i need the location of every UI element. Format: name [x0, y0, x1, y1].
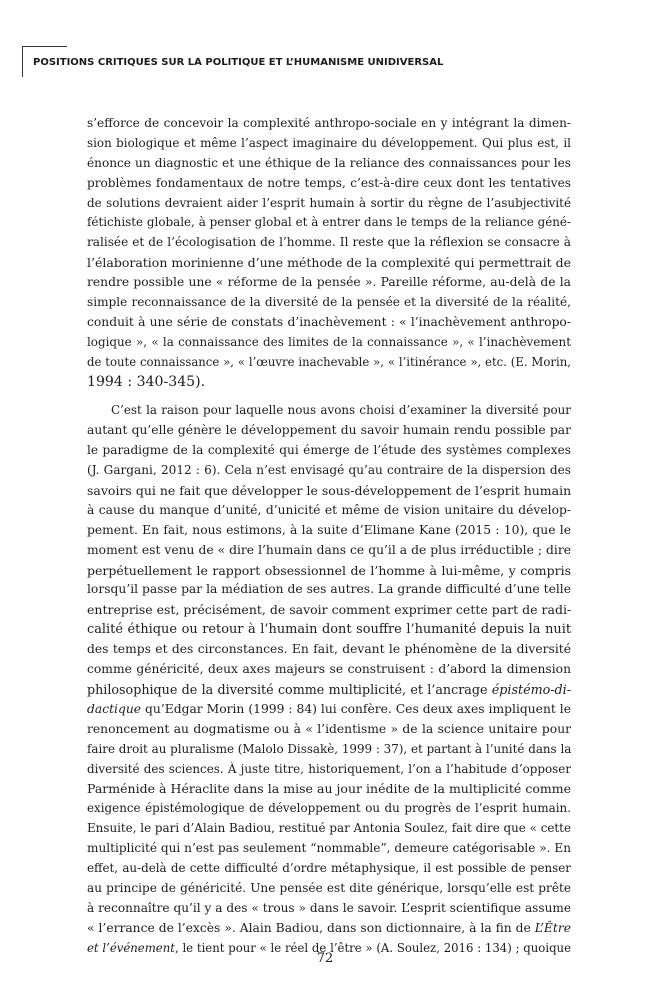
text-line: simple reconnaissance de la diversité de la pensée et la diversité de la réalité, — [87, 295, 571, 310]
text-line: « l’errance de l’excès ». Alain Badiou, dans son dictionnaire, à la fin de L’Être — [87, 920, 571, 935]
text-line: 1994 : 340-345). — [87, 373, 206, 390]
text-line: renoncement au dogmatisme ou à « l’identisme » de la science unitaire pour — [87, 721, 571, 736]
text-line: C’est la raison pour laquelle nous avons choisi d’examiner la diversité pour — [111, 403, 571, 418]
text-line: et l’événement, le tient pour « le réel de l’être » (A. Soulez, 2016 : 134) ; quoique — [87, 940, 571, 955]
text-line: comme généricité, deux axes majeurs se construisent : d’abord la dimension — [87, 662, 571, 677]
text-line: lorsqu’il passe par la médiation de ses autres. La grande difficulté d’une telle — [87, 582, 571, 597]
text-line: effet, au-delà de cette difficulté d’ordre métaphysique, il est possible de penser — [87, 860, 571, 875]
text-line: de solutions devraient aider l’esprit humain à sortir du règne de l’asubjectivité — [87, 195, 571, 210]
text-line: rendre possible une « réforme de la pensée ». Pareille réforme, au-delà de la — [87, 275, 571, 290]
text-line: multiplicité qui n’est pas seulement “nommable”, demeure catégorisable ». En — [87, 841, 571, 856]
page-number: 72 — [316, 951, 334, 966]
text-line: l’élaboration morinienne d’une méthode de la complexité qui permettrait de — [87, 255, 571, 271]
text-line: Parménide à Héraclite dans la mise au jour inédite de la multiplicité comme — [87, 781, 571, 797]
text-line: perpétuellement le rapport obsessionnel de l’homme à lui-même, y compris — [87, 562, 571, 578]
text-line: entreprise est, précisément, de savoir comment exprimer cette part de radi- — [87, 602, 571, 618]
text-line: énonce un diagnostic et une éthique de la reliance des connaissances pour les — [87, 155, 571, 170]
paragraph-spacer — [87, 392, 571, 401]
text-line: au principe de généricité. Une pensée est dite générique, lorsqu’elle est prête — [87, 880, 571, 895]
text-line: problèmes fondamentaux de notre temps, c’est-à-dire ceux dont les tentatives — [87, 175, 571, 190]
text-line: savoirs qui ne fait que développer le sous-développement de l’esprit humain — [87, 483, 571, 499]
text-line: exigence épistémologique de développement ou du progrès de l’esprit humain. — [87, 801, 571, 816]
text-line: autant qu’elle génère le développement du savoir humain rendu possible par — [87, 423, 571, 438]
text-line: sion biologique et même l’aspect imaginaire du développement. Qui plus est, il — [87, 135, 571, 150]
text-line: s’efforce de concevoir la complexité anthropo-sociale en y intégrant la dimen- — [87, 116, 571, 130]
text-line: des temps et des circonstances. En fait, devant le phénomène de la diversité — [87, 642, 571, 657]
text-line: ralisée et de l’écologisation de l’homme. Il reste que la réflexion se consacre à — [87, 235, 571, 250]
text-line: calité éthique ou retour à l’humain dont souffre l’humanité depuis la nuit — [87, 622, 571, 638]
text-line: fétichiste globale, à penser global et à entrer dans le temps de la reliance géné- — [87, 215, 571, 230]
text-line: de toute connaissance », « l’œuvre inachevable », « l’itinérance », etc. (E. Morin, — [87, 354, 571, 369]
paragraph-1 — [87, 114, 571, 392]
text-line: le paradigme de la complexité qui émerge de l’étude des systèmes complexes — [87, 443, 571, 458]
text-line: diversité des sciences. À juste titre, historiquement, l’on a l’habitude d’opposer — [87, 761, 571, 776]
text-line: à reconnaître qu’il y a des « trous » dans le savoir. L’esprit scientifique assume — [87, 900, 571, 915]
text-line: faire droit au pluralisme (Malolo Dissakè, 1999 : 37), et partant à l’unité dans la — [87, 741, 571, 756]
text-line: logique », « la connaissance des limites de la connaissance », « l’inachèvement — [87, 334, 571, 349]
text-line: (J. Gargani, 2012 : 6). Cela n’est envisagé qu’au contraire de la dispersion des — [87, 463, 571, 478]
body-text — [87, 114, 571, 958]
text-line: philosophique de la diversité comme multiplicité, et l’ancrage épistémo-di- — [87, 681, 571, 697]
text-line: pement. En fait, nous estimons, à la suite d’Elimane Kane (2015 : 10), que le — [87, 522, 571, 537]
running-header: POSITIONS CRITIQUES SUR LA POLITIQUE ET L’HUMANISME UNIDIVERSAL — [33, 57, 444, 68]
paragraph-2 — [87, 401, 571, 958]
text-line: Ensuite, le pari d’Alain Badiou, restitué par Antonia Soulez, fait dire que « cette — [87, 821, 571, 836]
text-line: à cause du manque d’unité, d’unicité et même de vision unitaire du dévelop- — [87, 502, 571, 517]
text-line: moment est venu de « dire l’humain dans ce qu’il a de plus irréductible ; dire — [87, 542, 571, 557]
text-line: conduit à une série de constats d’inachèvement : « l’inachèvement anthropo- — [87, 314, 571, 329]
text-line: dactique qu’Edgar Morin (1999 : 84) lui confère. Ces deux axes impliquent le — [87, 701, 571, 716]
